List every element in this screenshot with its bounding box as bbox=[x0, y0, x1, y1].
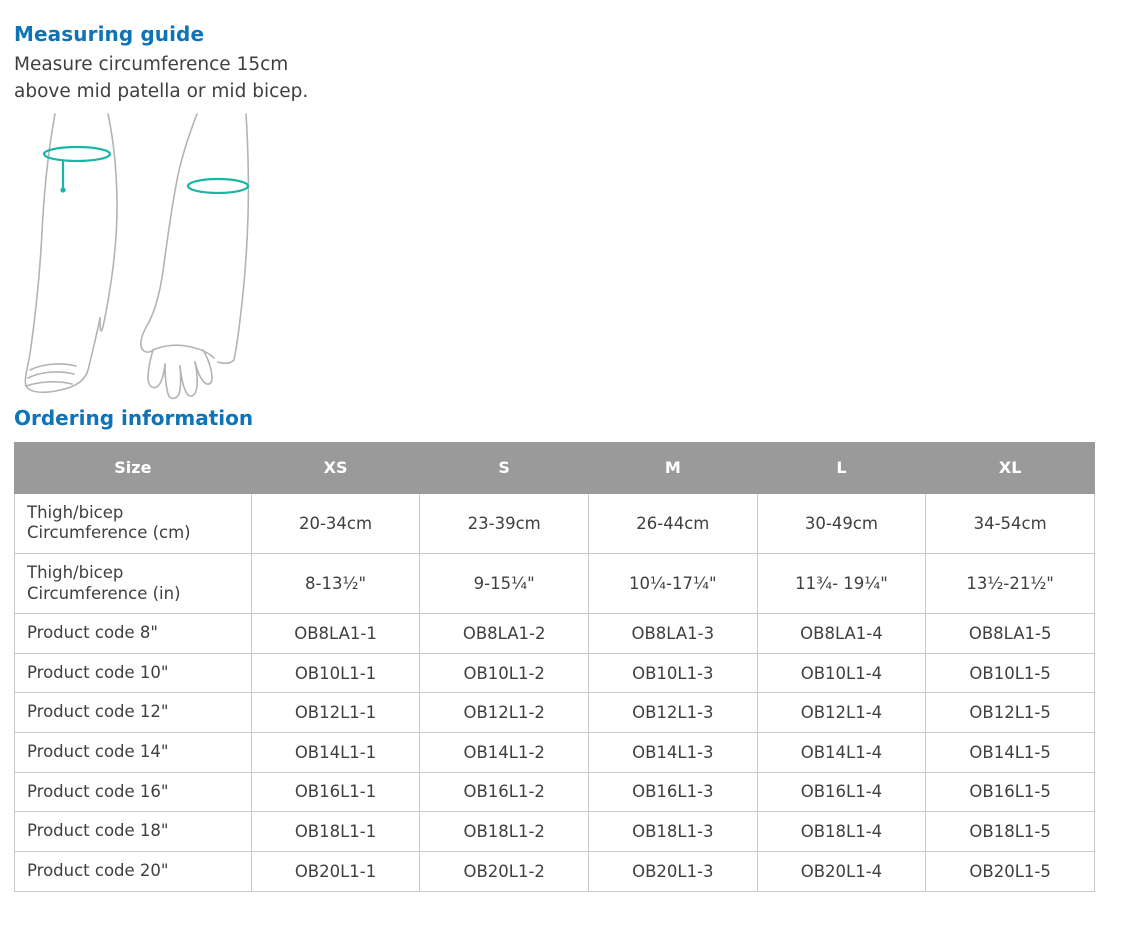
arm-measure-band-icon bbox=[188, 179, 248, 193]
table-cell: OB14L1-2 bbox=[420, 733, 589, 773]
table-cell: OB20L1-4 bbox=[757, 851, 926, 891]
column-header-l: L bbox=[757, 442, 926, 493]
table-cell: OB12L1-4 bbox=[757, 693, 926, 733]
table-row bbox=[15, 733, 1095, 773]
row-label-line-2: Circumference (in) bbox=[27, 583, 181, 603]
row-label: Product code 14" bbox=[15, 733, 252, 773]
table-cell: 13½-21½" bbox=[926, 553, 1095, 613]
table-cell: 11¾- 19¼" bbox=[757, 553, 926, 613]
table-cell: OB16L1-5 bbox=[926, 772, 1095, 812]
ordering-information-heading: Ordering information bbox=[14, 405, 254, 430]
table-cell: OB8LA1-4 bbox=[757, 614, 926, 654]
measurement-figures bbox=[22, 112, 1109, 400]
table-cell: OB10L1-4 bbox=[757, 653, 926, 693]
table-cell: 8-13½" bbox=[251, 553, 420, 613]
leg-outline-icon bbox=[25, 114, 117, 392]
table-cell: OB20L1-3 bbox=[589, 851, 758, 891]
table-cell: OB18L1-1 bbox=[251, 812, 420, 852]
arm-outline-icon bbox=[141, 114, 249, 399]
row-label-line-1: Thigh/bicep bbox=[27, 562, 124, 582]
table-cell: OB8LA1-2 bbox=[420, 614, 589, 654]
table-cell: OB12L1-2 bbox=[420, 693, 589, 733]
table-cell: OB12L1-1 bbox=[251, 693, 420, 733]
table-cell: 9-15¼" bbox=[420, 553, 589, 613]
instruction-line-1: Measure circumference 15cm bbox=[14, 54, 289, 75]
table-header-row bbox=[15, 442, 1095, 493]
table-cell: OB14L1-5 bbox=[926, 733, 1095, 773]
table-cell: OB12L1-5 bbox=[926, 693, 1095, 733]
row-label-line-1: Thigh/bicep bbox=[27, 502, 124, 522]
measuring-guide-heading: Measuring guide bbox=[14, 22, 205, 46]
instruction-line-2: above mid patella or mid bicep. bbox=[14, 80, 309, 102]
table-cell: 34-54cm bbox=[926, 493, 1095, 553]
table-cell: 23-39cm bbox=[420, 493, 589, 553]
table-cell: OB14L1-1 bbox=[251, 733, 420, 773]
table-cell: OB8LA1-5 bbox=[926, 614, 1095, 654]
column-header-s: S bbox=[420, 442, 589, 493]
row-label-line-2: Circumference (cm) bbox=[27, 523, 191, 543]
table-cell: OB16L1-3 bbox=[589, 772, 758, 812]
table-cell: OB14L1-4 bbox=[757, 733, 926, 773]
leg-measure-band-icon bbox=[44, 147, 110, 193]
table-cell: OB14L1-3 bbox=[589, 733, 758, 773]
column-header-m: M bbox=[589, 442, 758, 493]
ordering-table bbox=[14, 442, 1095, 892]
row-label: Product code 18" bbox=[15, 812, 252, 852]
row-label: Product code 10" bbox=[15, 653, 252, 693]
table-row bbox=[15, 851, 1095, 891]
table-cell: 10¼-17¼" bbox=[589, 553, 758, 613]
table-cell: OB8LA1-3 bbox=[589, 614, 758, 654]
table-cell: OB18L1-5 bbox=[926, 812, 1095, 852]
table-cell: OB18L1-4 bbox=[757, 812, 926, 852]
table-cell: OB10L1-5 bbox=[926, 653, 1095, 693]
table-cell: OB20L1-2 bbox=[420, 851, 589, 891]
table-row bbox=[15, 614, 1095, 654]
table-cell: 20-34cm bbox=[251, 493, 420, 553]
table-row bbox=[15, 693, 1095, 733]
column-header-xl: XL bbox=[926, 442, 1095, 493]
table-cell: 30-49cm bbox=[757, 493, 926, 553]
table-cell: OB18L1-3 bbox=[589, 812, 758, 852]
row-label: Product code 12" bbox=[15, 693, 252, 733]
table-cell: OB20L1-5 bbox=[926, 851, 1095, 891]
column-header-xs: XS bbox=[251, 442, 420, 493]
row-label: Product code 16" bbox=[15, 772, 252, 812]
table-cell: OB18L1-2 bbox=[420, 812, 589, 852]
table-row bbox=[15, 493, 1095, 553]
table-row bbox=[15, 772, 1095, 812]
row-label bbox=[15, 553, 252, 613]
measuring-guide-instruction bbox=[14, 52, 494, 106]
table-row bbox=[15, 553, 1095, 613]
row-label: Product code 8" bbox=[15, 614, 252, 654]
row-label bbox=[15, 493, 252, 553]
table-cell: OB20L1-1 bbox=[251, 851, 420, 891]
table-cell: OB16L1-1 bbox=[251, 772, 420, 812]
table-cell: OB8LA1-1 bbox=[251, 614, 420, 654]
table-cell: OB16L1-4 bbox=[757, 772, 926, 812]
table-row bbox=[15, 653, 1095, 693]
table-cell: OB10L1-1 bbox=[251, 653, 420, 693]
table-cell: OB10L1-2 bbox=[420, 653, 589, 693]
table-cell: OB10L1-3 bbox=[589, 653, 758, 693]
measurement-illustration-svg bbox=[22, 112, 302, 400]
table-cell: 26-44cm bbox=[589, 493, 758, 553]
table-row bbox=[15, 812, 1095, 852]
column-header-size: Size bbox=[15, 442, 252, 493]
table-cell: OB16L1-2 bbox=[420, 772, 589, 812]
table-cell: OB12L1-3 bbox=[589, 693, 758, 733]
row-label: Product code 20" bbox=[15, 851, 252, 891]
